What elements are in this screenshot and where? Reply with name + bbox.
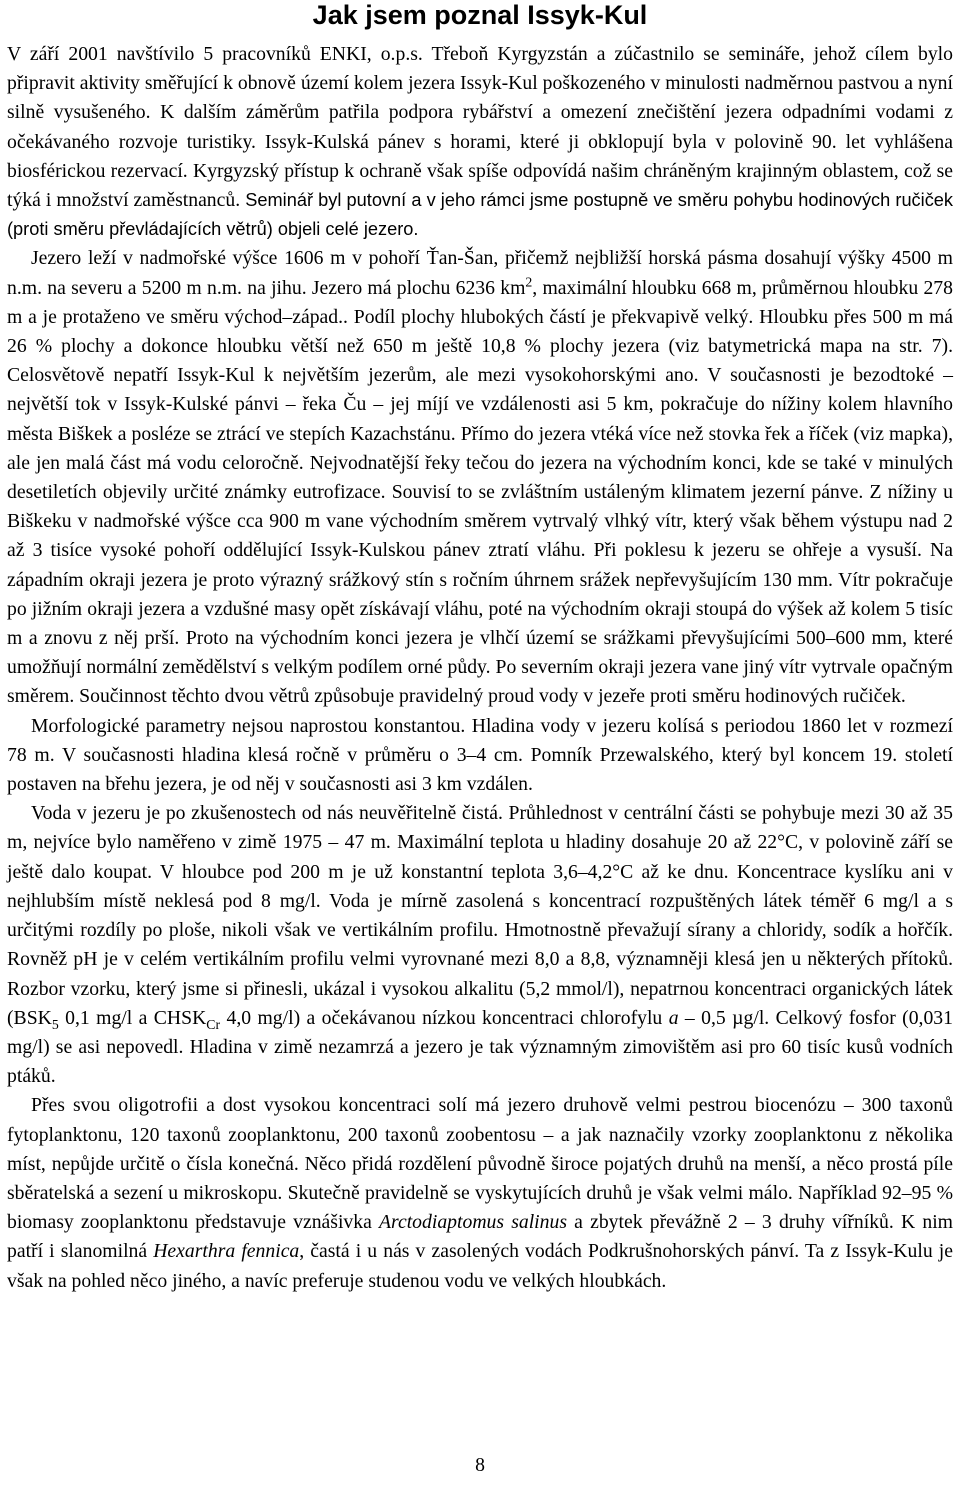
italic-a: a	[668, 1006, 679, 1029]
paragraph-intro	[7, 40, 953, 244]
page-title: Jak jsem poznal Issyk-Kul	[312, 0, 648, 30]
paragraph-water-a: Voda v jezeru je po zkušenostech od nás neuvěřitelně čistá. Průhlednost v centrální části se pohybuje mezi 30 až 35 m, nejvíce bylo naměřeno v zimě 1975 – 47 m. Maximální teplota u hladiny dosahuje 20 až 22°C, v polovině září se ještě dalo koupat. V hloubce pod 200 m je už konstantní teplota 3,6–4,2°C až ke dnu. Koncentrace kyslíku ani v nejhlubším místě neklesá pod 8 mg/l. Voda je mírně zasolená s koncentrací rozpuštěných látek téměř 6 mg/l a s určitými rozdíly po ploše, nikoli však ve vertikálním profilu. Hmotnostně převažují sírany a chloridy, sodík a hořčík. Rovněž pH je v celém vertikálním profilu velmi vyrovnané mezi 8,0 a 8,8, významněji klesá jen u některých přítoků. Rozbor vzorku, který jsme si přinesli, ukázal i vysokou alkalitu (5,2 mmol/l), nepatrnou koncentraci organických látek (BSK	[7, 802, 953, 1029]
paragraph-biocenosis-c: , častá i u nás v zasolených vodách Podkrušnohorských pánví. Ta z Issyk-Kulu je však na pohled něco jiného, a navíc preferuje studenou vodu ve velkých hloubkách.	[7, 1240, 953, 1292]
paragraph-biocenosis-a: Přes svou oligotrofii a dost vysokou koncentraci solí má jezero druhově velmi pestrou biocenózu – 300 taxonů fytoplanktonu, 120 taxonů zooplanktonu, 200 taxonů zoobentosu – a jak naznačily vzorky zooplanktonu z několika míst, nepůjde určitě o čísla konečná. Něco přidá rozdělení původně široce pojatých druhů na menší, a něco prostá píle sběratelská a sezení u mikroskopu. Skutečně pravidelně se vyskytujících druhů je však velmi málo. Například 92–95 % biomasy zooplanktonu představuje vznášivka	[7, 1094, 953, 1234]
species-hexarthra: Hexarthra fennica	[153, 1240, 300, 1263]
paragraph-water	[7, 799, 953, 1091]
paragraph-biocenosis-b: a zbytek převážně 2 – 3 druhy vířníků. K nim patří i slanomilná	[7, 1211, 953, 1263]
page-number: 8	[475, 1454, 485, 1476]
paragraph-geography-a: Jezero leží v nadmořské výšce 1606 m v pohoří Ťan-Šan, přičemž nejbližší horská pásma dosahují výšky 4500 m n.m. na severu a 5200 m n.m. na jihu. Jezero má plochu 6236 km	[7, 247, 953, 299]
subscript-5: 5	[51, 1016, 59, 1032]
paragraph-intro-end: Seminář byl putovní a v jeho rámci jsme postupně ve směru pohybu hodinových ručiček (proti směru převládajících větrů) objeli celé jezero.	[7, 190, 953, 240]
paragraph-biocenosis	[7, 1091, 953, 1295]
subscript-cr: Cr	[206, 1016, 221, 1032]
paragraph-intro-main: Třeboň Kyrgyzstán a zúčastnilo se semináře, jehož cílem bylo připravit aktivity směřující k obnově území kolem jezera Issyk-Kul poškozeného v minulosti nadměrnou pastvou a nyní silně vysušeného. K dalším záměrům patřila podpora rybářství a omezení znečištění jezera odpadními vodami z očekávaného rozvoje turistiky. Issyk-Kulská pánev s horami, které ji obklopují byla v polovině 90. let vyhlášena biosférickou rezervací. Kyrgyzský přístup k ochraně však spíše odpovídá našim chráněným krajinným oblastem, což se týká i množství zaměstnanců.	[7, 43, 953, 212]
species-arctodiaptomus: Arctodiaptomus salinus	[379, 1211, 568, 1234]
paragraph-morphology: Morfologické parametry nejsou naprostou konstantou. Hladina vody v jezeru kolísá s periodou 1860 let v rozmezí 78 m. V současnosti hladina klesá ročně v průměru o 3–4 cm. Pomník Przewalského, který byl koncem 19. století postaven na břehu jezera, je od něj v současnosti asi 3 km vzdálen.	[7, 714, 953, 796]
paragraph-water-d: – 0,5 µg/l. Celkový fosfor (0,031 mg/l) se asi nepovedl. Hladina v zimě nezamrzá a jezero je tak významným zimovištěm asi pro 60 tisíc kusů vodních ptáků.	[7, 1006, 953, 1088]
paragraph-water-c: 4,0 mg/l) a očekávanou nízkou koncentraci chlorofylu	[220, 1006, 669, 1029]
paragraph-geography	[7, 244, 953, 711]
article-body	[7, 40, 953, 1296]
paragraph-water-b: 0,1 mg/l a CHSK	[58, 1006, 207, 1029]
superscript-2: 2	[525, 274, 533, 290]
paragraph-intro-start: V září 2001 navštívilo 5 pracovníků ENKI, o.p.s.	[7, 43, 432, 65]
paragraph-geography-b: , maximální hloubku 668 m, průměrnou hloubku 278 m a je protaženo ve směru východ–západ.. Podíl plochy hlubokých částí je překvapivě velký. Hloubku přes 500 m má 26 % plochy a dokonce hloubku větší než 650 m ještě 10,8 % plochy jezera (viz batymetrická mapa na str. 7). Celosvětově nepatří Issyk-Kul k největším jezerům, ale mezi vysokohorskými ano. V současnosti je bezodtoké – největší tok v Issyk-Kulské pánvi – řeka Ču – jej míjí ve vzdálenosti asi 5 km, pokračuje do nížiny kolem hlavního města Biškek a posléze se ztrácí ve stepích Kazachstánu. Přímo do jezera vtéká více než stovka řek a říček (viz mapka), ale jen malá část má vodu celoročně. Nejvodnatější řeky tečou do jezera na východním konci, kde se také v minulých desetiletích objevily určité známky eutrofizace. Souvisí to se zvláštním ustáleným klimatem jezerní pánve. Z nížiny u Biškeku v nadmořské výšce cca 900 m vane východním směrem vytrvalý vlhký vítr, který však během výstupu nad 2 až 3 tisíce vysoké pohoří oddělující Issyk-Kulskou pánev ztratí vláhu. Při poklesu k jezeru se ohřeje a vysuší. Na západním okraji jezera je proto výrazný srážkový stín s ročním úhrnem srážek nepřevyšujícím 130 mm. Vítr pokračuje po jižním okraji jezera a vzdušné masy opět získávají vláhu, poté na východním okraji stoupá do výšek až kolem 5 tisíc m a znovu z něj prší. Proto na východním konci jezera je vlhčí území se srážkami převyšujícími 500–600 mm, které umožňují normální zemědělství s velkým podílem orné půdy. Po severním okraji jezera vane jiný vítr vytrvale opačným směrem. Součinnost těchto dvou větrů způsobuje pravidelný proud vody v jezeře proti směru hodinových ručiček.	[7, 276, 953, 708]
